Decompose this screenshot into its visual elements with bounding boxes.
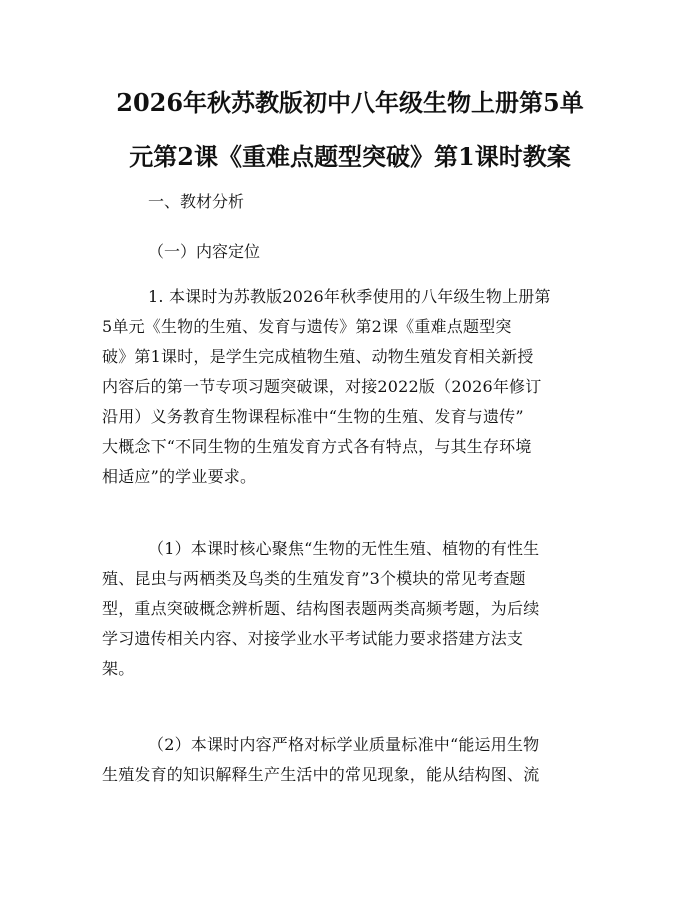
paragraph-line: （1）本课时核心聚焦“生物的无性生殖、植物的有性生	[148, 539, 540, 558]
paragraph-line: 架。	[102, 659, 135, 678]
paragraph-line: 学习遗传相关内容、对接学业水平考试能力要求搭建方法支	[102, 629, 524, 648]
paragraph-line: 沿用）义务教育生物课程标准中“生物的生殖、发育与遗传”	[102, 407, 524, 426]
paragraph-2	[102, 534, 602, 684]
paragraph-line: 1. 本课时为苏教版2026年秋季使用的八年级生物上册第	[148, 287, 551, 306]
document-title	[100, 76, 600, 184]
paragraph-line: 5单元《生物的生殖、发育与遗传》第2课《重难点题型突	[102, 317, 512, 336]
paragraph-line: 型，重点突破概念辨析题、结构图表题两类高频考题，为后续	[102, 599, 540, 618]
subsection-heading-content-positioning: （一）内容定位	[148, 242, 261, 261]
paragraph-line: 破》第1课时，是学生完成植物生殖、动物生殖发育相关新授	[102, 347, 534, 366]
paragraph-line: （2）本课时内容严格对标学业质量标准中“能运用生物	[148, 735, 540, 754]
title-line-2: 元第2课《重难点题型突破》第1课时教案	[129, 142, 571, 171]
section-heading-textbook-analysis: 一、教材分析	[148, 192, 245, 211]
paragraph-3	[102, 730, 602, 790]
paragraph-1	[102, 282, 602, 492]
paragraph-line: 生殖发育的知识解释生产生活中的常见现象，能从结构图、流	[102, 765, 540, 784]
paragraph-line: 殖、昆虫与两栖类及鸟类的生殖发育”3个模块的常见考查题	[102, 569, 526, 588]
title-line-1: 2026年秋苏教版初中八年级生物上册第5单	[116, 88, 584, 117]
paragraph-line: 相适应”的学业要求。	[102, 467, 257, 486]
paragraph-line: 大概念下“不同生物的生殖发育方式各有特点，与其生存环境	[102, 437, 532, 456]
paragraph-line: 内容后的第一节专项习题突破课，对接2022版（2026年修订	[102, 377, 542, 396]
